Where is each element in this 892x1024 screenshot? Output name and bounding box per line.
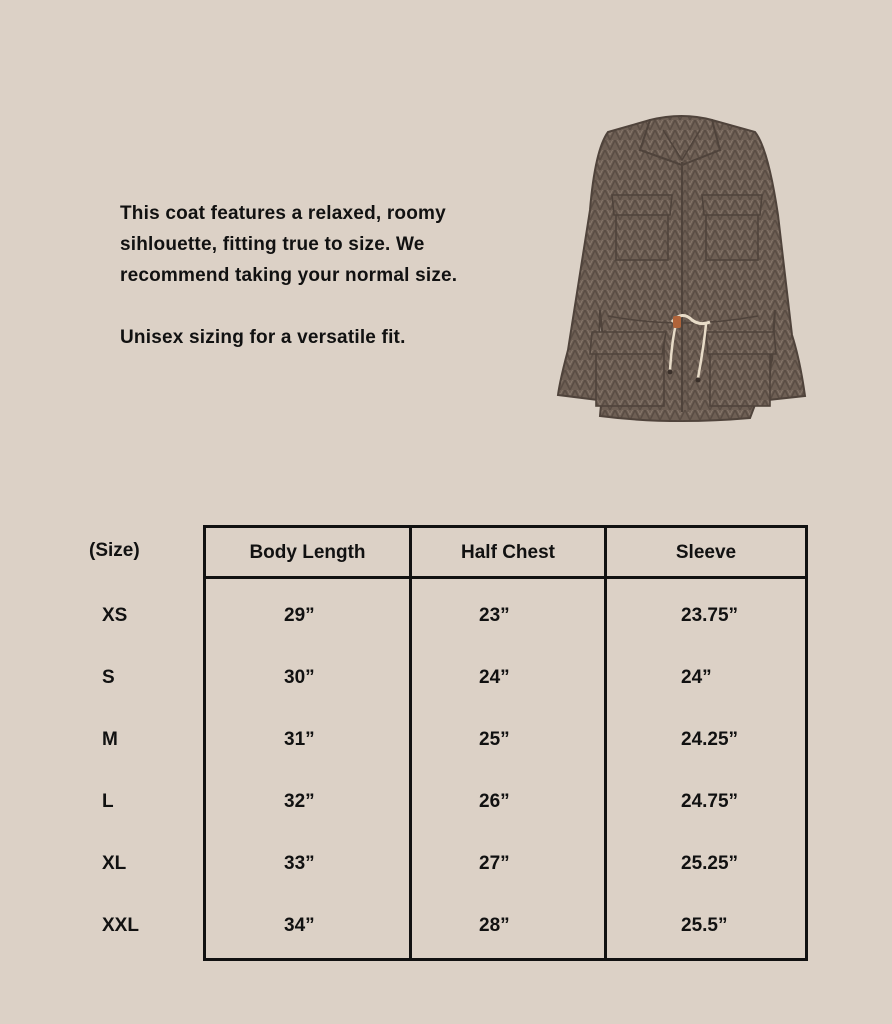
coat-image xyxy=(500,60,860,510)
sleeve-cell: 24.75” xyxy=(681,791,739,812)
sleeve-cell: 25.25” xyxy=(681,853,739,874)
size-label: S xyxy=(102,667,115,688)
half-chest-cell: 25” xyxy=(479,729,510,750)
body-length-cell: 31” xyxy=(284,729,315,750)
unisex-note: Unisex sizing for a versatile fit. xyxy=(120,327,406,348)
sleeve-cell: 25.5” xyxy=(681,915,728,936)
column-header-body-length: Body Length xyxy=(249,542,366,563)
coat-illustration-icon xyxy=(500,60,860,510)
size-label: M xyxy=(102,729,118,750)
header-divider xyxy=(206,576,805,579)
column-header-sleeve: Sleeve xyxy=(675,542,737,563)
half-chest-cell: 24” xyxy=(479,667,510,688)
column-divider xyxy=(409,528,412,958)
sleeve-cell: 24” xyxy=(681,667,712,688)
half-chest-cell: 26” xyxy=(479,791,510,812)
size-label: XS xyxy=(102,605,128,626)
size-column-header: (Size) xyxy=(89,540,140,561)
fit-description: This coat features a relaxed, roomy sihlouette, fitting true to size. We recommend taking your normal size. xyxy=(120,203,458,286)
column-header-half-chest: Half Chest xyxy=(461,542,555,563)
body-length-cell: 33” xyxy=(284,853,315,874)
size-label: XL xyxy=(102,853,127,874)
body-length-cell: 29” xyxy=(284,605,315,626)
column-divider xyxy=(604,528,607,958)
half-chest-cell: 23” xyxy=(479,605,510,626)
half-chest-cell: 27” xyxy=(479,853,510,874)
size-label: L xyxy=(102,791,114,812)
body-length-cell: 34” xyxy=(284,915,315,936)
sleeve-cell: 23.75” xyxy=(681,605,739,626)
sleeve-cell: 24.25” xyxy=(681,729,739,750)
size-label: XXL xyxy=(102,915,139,936)
body-length-cell: 32” xyxy=(284,791,315,812)
half-chest-cell: 28” xyxy=(479,915,510,936)
body-length-cell: 30” xyxy=(284,667,315,688)
intro-text xyxy=(120,198,520,353)
